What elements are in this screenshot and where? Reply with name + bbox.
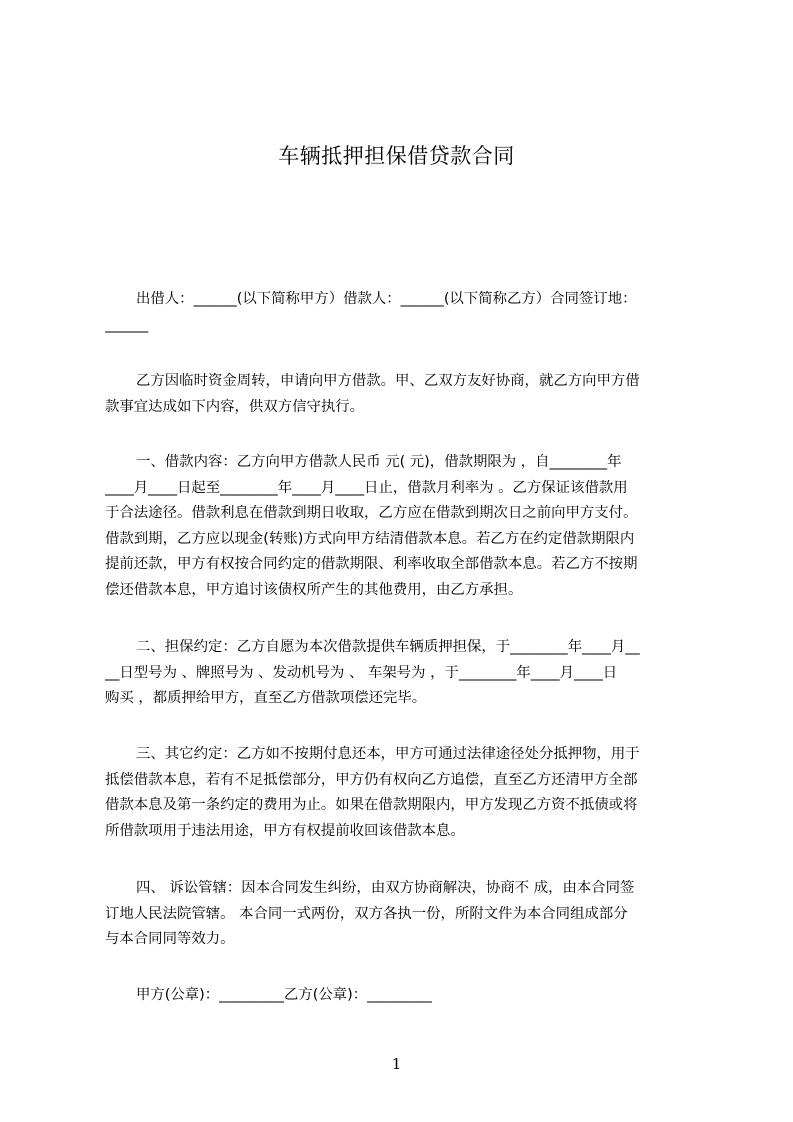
clause-4-line-2: 订地人民法院管辖。 本合同一式两份，双方各执一份，所附文件为本合同组成部分 — [105, 905, 628, 922]
clause-1-line-6: 偿还借款本息，甲方追讨该债权所产生的其他费用，由乙方承担。 — [105, 581, 523, 598]
clause-1-paragraph — [105, 450, 700, 603]
clause-4-line-3: 与本合同同等效力。 — [105, 931, 235, 947]
clause-3-line-2: 抵偿借款本息，若有不足抵偿部分，甲方仍有权向乙方追偿，直至乙方还清甲方全部 — [105, 771, 638, 788]
signature-paragraph — [105, 983, 700, 1009]
parties-line-2: ______ — [105, 316, 149, 333]
clause-3-line-4: 所借款项用于违法用途，甲方有权提前收回该借款本息。 — [105, 822, 465, 839]
clause-1-line-4: 借款到期，乙方应以现金(转账)方式向甲方结清借款本息。若乙方在约定借款期限内 — [105, 530, 635, 547]
parties-line-1: 出借人：______(以下简称甲方）借款人：______(以下简称乙方）合同签订地： — [136, 291, 637, 307]
clause-1-line-2: ____月____日起至________年____月____日止，借款月利率为 。乙方保证该借款用 — [105, 479, 628, 496]
document-title: 车辆抵押担保借贷款合同 — [278, 144, 515, 168]
clause-1-line-1: 一、借款内容：乙方向甲方借款人民币 元( 元)，借款期限为 ，自________年 — [136, 454, 622, 470]
intro-line-2: 款事宜达成如下内容，供双方信守执行。 — [105, 398, 365, 415]
intro-paragraph — [105, 369, 700, 420]
clause-3-line-3: 借款本息及第一条约定的费用为止。如果在借款期限内，甲方发现乙方资不抵债或将 — [105, 797, 638, 813]
clause-2-line-1: 二、担保约定：乙方自愿为本次借款提供车辆质押担保，于________年____月__ — [136, 639, 640, 655]
intro-line-1: 乙方因临时资金周转，申请向甲方借款。甲、乙双方友好协商，就乙方向甲方借 — [136, 373, 640, 389]
clause-1-line-5: 提前还款，甲方有权按合同约定的借款期限、利率收取全部借款本息。若乙方不按期 — [105, 556, 638, 572]
clause-3-line-1: 三、其它约定：乙方如不按期付息还本，甲方可通过法律途径处分抵押物，用于 — [136, 746, 640, 762]
clause-1-line-3: 于合法途径。借款利息在借款到期日收取，乙方应在借款到期次日之前向甲方支付。 — [105, 505, 638, 521]
clause-4-line-1: 四、 诉讼管辖：因本合同发生纠纷，由双方协商解决，协商不 成，由本合同签 — [136, 880, 635, 896]
clause-3-paragraph — [105, 742, 700, 844]
page-number: 1 — [391, 1055, 402, 1073]
parties-paragraph — [105, 287, 700, 338]
clause-4-paragraph — [105, 876, 700, 953]
clause-2-line-2: __日型号为 、牌照号为 、发动机号为 、 车架号为 ，于________年____月____日 — [105, 664, 618, 681]
clause-2-paragraph — [105, 635, 700, 712]
clause-2-line-3: 购买 ，都质押给甲方，直至乙方借款项偿还完毕。 — [105, 690, 427, 706]
signature-line: 甲方(公章)：_________乙方(公章)：_________ — [136, 987, 432, 1003]
